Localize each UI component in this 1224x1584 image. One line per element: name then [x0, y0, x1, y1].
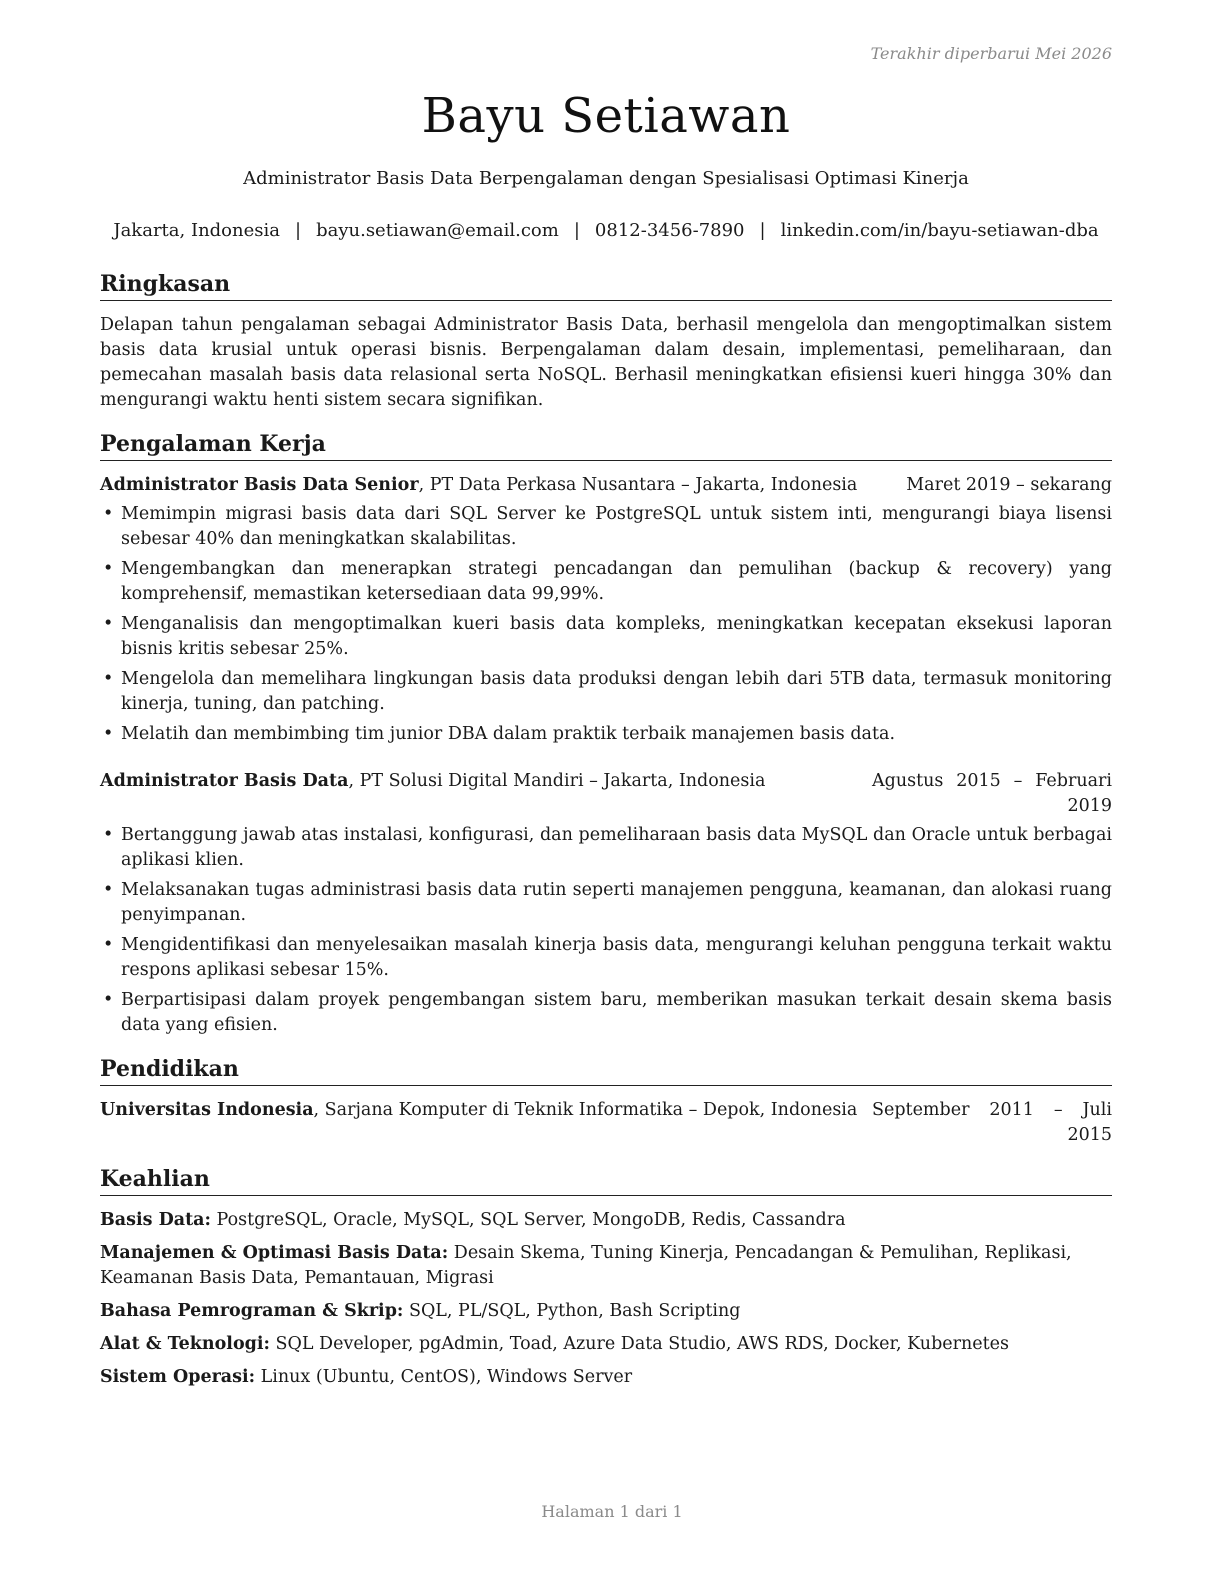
job-bullets [100, 502, 1112, 747]
list-item [100, 722, 1112, 747]
summary-section [100, 270, 1112, 413]
job-entry [100, 473, 1112, 747]
list-item [100, 557, 1112, 607]
bullet-text: Bertanggung jawab atas instalasi, konfigurasi, dan pemeliharaan basis data MySQL dan Oracle untuk berbagai aplikasi klien. [121, 825, 1112, 870]
bullet-icon: • [103, 559, 114, 579]
contact-email[interactable]: bayu.setiawan@email.com [316, 220, 559, 241]
contact-separator: | [759, 220, 766, 241]
bullet-icon: • [103, 880, 114, 900]
bullet-icon: • [103, 935, 114, 955]
skill-values: Desain Skema, Tuning Kinerja, Pencadangan & Pemulihan, Replikasi, Keamanan Basis Data, Pemantauan, Migrasi [100, 1243, 1072, 1288]
contact-line [100, 220, 1112, 241]
skill-label: Bahasa Pemrograman & Skrip: [100, 1301, 404, 1321]
candidate-name: Bayu Setiawan [421, 88, 791, 144]
skill-line [100, 1332, 1112, 1357]
skill-line [100, 1241, 1112, 1291]
bullet-text: Melatih dan membimbing tim junior DBA dalam praktik terbaik manajemen basis data. [121, 724, 896, 744]
contact-linkedin[interactable]: linkedin.com/in/bayu-setiawan-dba [780, 220, 1099, 241]
skill-label: Sistem Operasi: [100, 1367, 256, 1387]
bullet-text: Berpartisipasi dalam proyek pengembangan sistem baru, memberikan masukan terkait desain skema basis data yang efisien. [121, 990, 1112, 1035]
bullet-text: Mengembangkan dan menerapkan strategi pencadangan dan pemulihan (backup & recovery) yang komprehensif, memastikan ketersediaan data 99,99%. [121, 559, 1112, 604]
list-item [100, 502, 1112, 552]
skill-values: PostgreSQL, Oracle, MySQL, SQL Server, MongoDB, Redis, Cassandra [210, 1210, 846, 1230]
experience-section [100, 430, 1112, 1038]
contact-location: Jakarta, Indonesia [113, 220, 280, 241]
job-header [100, 769, 1112, 819]
bullet-icon: • [103, 614, 114, 634]
contact-separator: | [573, 220, 580, 241]
skill-values: Linux (Ubuntu, CentOS), Windows Server [255, 1367, 633, 1387]
section-title-summary: Ringkasan [100, 270, 1112, 301]
education-dates: September 2011 – Juli 2015 [872, 1100, 1112, 1145]
job-company: , PT Data Perkasa Nusantara – Jakarta, Indonesia [418, 475, 858, 495]
skill-line [100, 1208, 1112, 1233]
list-item [100, 988, 1112, 1038]
bullet-icon: • [103, 990, 114, 1010]
education-section [100, 1055, 1112, 1148]
bullet-icon: • [103, 669, 114, 689]
job-role: Administrator Basis Data [100, 771, 349, 791]
last-updated-note: Terakhir diperbarui Mei 2026 [870, 44, 1112, 63]
bullet-icon: • [103, 825, 114, 845]
job-bullets [100, 823, 1112, 1038]
bullet-text: Menganalisis dan mengoptimalkan kueri basis data kompleks, meningkatkan kecepatan eksekusi laporan bisnis kritis sebesar 25%. [121, 614, 1112, 659]
job-company: , PT Solusi Digital Mandiri – Jakarta, Indonesia [348, 771, 766, 791]
resume-content [100, 270, 1112, 1407]
skill-line [100, 1365, 1112, 1390]
section-title-skills: Keahlian [100, 1165, 1112, 1196]
skills-section [100, 1165, 1112, 1390]
summary-text: Delapan tahun pengalaman sebagai Administrator Basis Data, berhasil mengelola dan mengoptimalkan sistem basis data krusial untuk operasi bisnis. Berpengalaman dalam desain, implementasi, pemeliharaan, dan pemecahan masalah basis data relasional serta NoSQL. Berhasil meningkatkan efisiensi kueri hingga 30% dan mengurangi waktu henti sistem secara signifikan. [100, 315, 1112, 410]
list-item [100, 612, 1112, 662]
skill-line [100, 1299, 1112, 1324]
bullet-icon: • [103, 504, 114, 524]
list-item [100, 878, 1112, 928]
education-entry [100, 1098, 1112, 1148]
bullet-text: Mengidentifikasi dan menyelesaikan masalah kinerja basis data, mengurangi keluhan pengguna terkait waktu respons aplikasi sebesar 15%. [121, 935, 1112, 980]
page-number: Halaman 1 dari 1 [541, 1502, 683, 1521]
job-entry [100, 769, 1112, 1038]
education-line [100, 1098, 857, 1148]
job-dates: Maret 2019 – sekarang [906, 475, 1112, 495]
job-title-line [100, 769, 765, 819]
skill-label: Basis Data: [100, 1210, 211, 1230]
headline-tagline: Administrator Basis Data Berpengalaman dengan Spesialisasi Optimasi Kinerja [243, 168, 969, 189]
job-dates: Agustus 2015 – Februari 2019 [872, 771, 1112, 816]
section-title-education: Pendidikan [100, 1055, 1112, 1086]
bullet-icon: • [103, 724, 114, 744]
contact-phone[interactable]: 0812-3456-7890 [594, 220, 745, 241]
resume-page [100, 0, 1112, 1584]
school-name: Universitas Indonesia [100, 1100, 314, 1120]
skill-values: SQL, PL/SQL, Python, Bash Scripting [403, 1301, 741, 1321]
list-item [100, 933, 1112, 983]
contact-separator: | [295, 220, 302, 241]
job-title-line [100, 473, 857, 498]
skill-label: Manajemen & Optimasi Basis Data: [100, 1243, 449, 1263]
section-title-experience: Pengalaman Kerja [100, 430, 1112, 461]
list-item [100, 823, 1112, 873]
job-header [100, 473, 1112, 498]
skill-values: SQL Developer, pgAdmin, Toad, Azure Data Studio, AWS RDS, Docker, Kubernetes [269, 1334, 1009, 1354]
skill-label: Alat & Teknologi: [100, 1334, 270, 1354]
list-item [100, 667, 1112, 717]
bullet-text: Mengelola dan memelihara lingkungan basis data produksi dengan lebih dari 5TB data, termasuk monitoring kinerja, tuning, dan patching. [121, 669, 1112, 714]
degree-detail: , Sarjana Komputer di Teknik Informatika – Depok, Indonesia [313, 1100, 858, 1120]
bullet-text: Memimpin migrasi basis data dari SQL Server ke PostgreSQL untuk sistem inti, mengurangi biaya lisensi sebesar 40% dan meningkatkan skalabilitas. [121, 504, 1112, 549]
job-role: Administrator Basis Data Senior [100, 475, 419, 495]
bullet-text: Melaksanakan tugas administrasi basis data rutin seperti manajemen pengguna, keamanan, dan alokasi ruang penyimpanan. [121, 880, 1112, 925]
